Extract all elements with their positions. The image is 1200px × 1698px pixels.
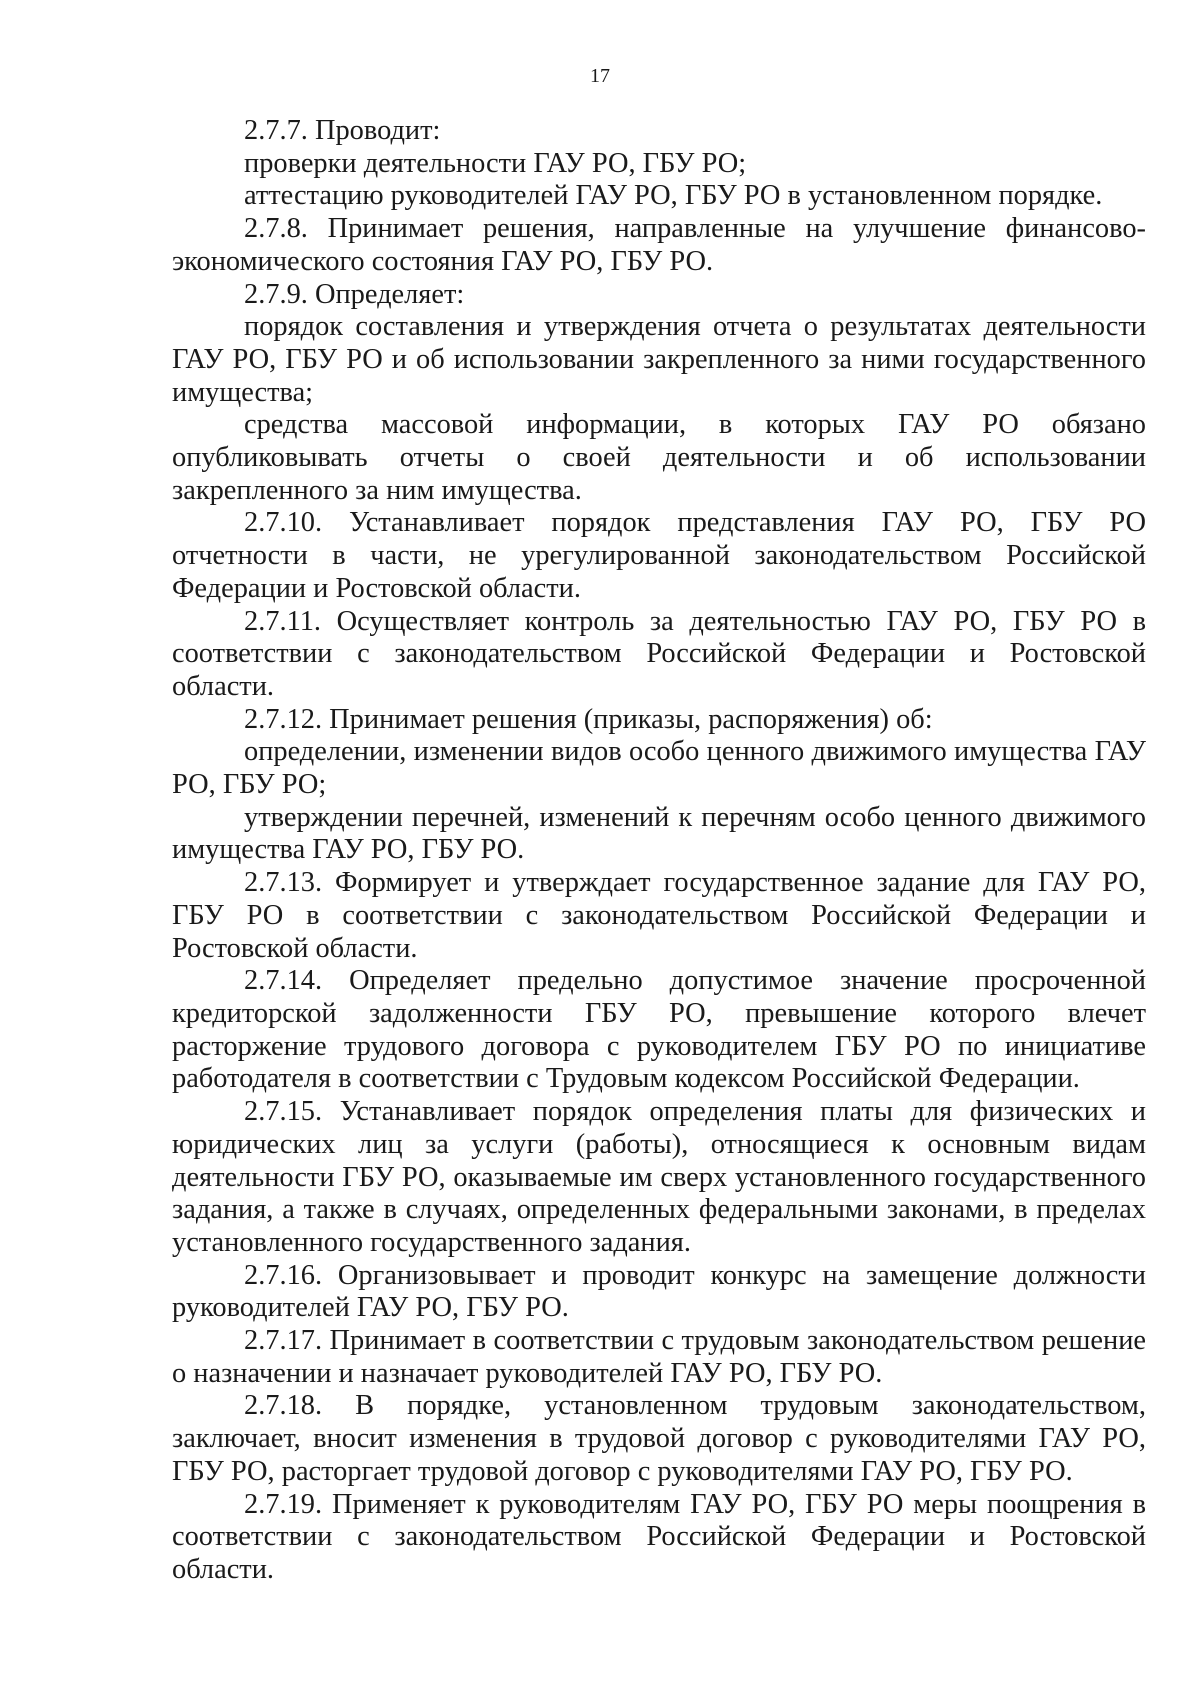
paragraph-2-7-13: 2.7.13. Формирует и утверждает государственное задание для ГАУ РО, ГБУ РО в соответствии с законодательством Российской Федерации и Ростовской области. (172, 867, 1146, 964)
paragraph-2-7-14: 2.7.14. Определяет предельно допустимое значение просроченной кредиторской задолженности ГБУ РО, превышение которого влечет расторжение трудового договора с руководителем ГБУ РО по инициативе работодателя в соответствии с Трудовым кодексом Российской Федерации. (172, 965, 1146, 1095)
document-body (172, 115, 1146, 1587)
paragraph-2-7-16: 2.7.16. Организовывает и проводит конкурс на замещение должности руководителей ГАУ РО, ГБУ РО. (172, 1259, 1146, 1324)
paragraph-2-7-7: 2.7.7. Проводит: (244, 115, 441, 146)
paragraph-2-7-9: 2.7.9. Определяет: (244, 278, 465, 310)
paragraph-2-7-10: 2.7.10. Устанавливает порядок представления ГАУ РО, ГБУ РО отчетности в части, не урегулированной законодательством Российской Федерации и Ростовской области. (172, 507, 1146, 604)
paragraph-attestation: аттестацию руководителей ГАУ РО, ГБУ РО в установленном порядке. (244, 180, 1103, 212)
paragraph-2-7-15: 2.7.15. Устанавливает порядок определения платы для физических и юридических лиц за услуги (работы), относящиеся к основным видам деятельности ГБУ РО, оказываемые им сверх установленного государственного задания, а также в случаях, определенных федеральными законами, в пределах установленного государственного задания. (172, 1096, 1146, 1258)
page-number: 17 (590, 65, 610, 87)
paragraph-2-7-19: 2.7.19. Применяет к руководителям ГАУ РО, ГБУ РО меры поощрения в соответствии с законодательством Российской Федерации и Ростовской области. (172, 1488, 1146, 1585)
paragraph-mass-media: средства массовой информации, в которых ГАУ РО обязано опубликовывать отчеты о своей деятельности и об использовании закрепленного за ним имущества. (172, 409, 1146, 506)
paragraph-2-7-12: 2.7.12. Принимает решения (приказы, распоряжения) об: (244, 703, 933, 735)
paragraph-2-7-18: 2.7.18. В порядке, установленном трудовым законодательством, заключает, вносит изменения в трудовой договор с руководителями ГАУ РО, ГБУ РО, расторгает трудовой договор с руководителями ГАУ РО, ГБУ РО. (172, 1390, 1146, 1487)
paragraph-property-lists: утверждении перечней, изменений к перечням особо ценного движимого имущества ГАУ РО, ГБУ РО. (172, 801, 1146, 866)
paragraph-2-7-11: 2.7.11. Осуществляет контроль за деятельностью ГАУ РО, ГБУ РО в соответствии с законодательством Российской Федерации и Ростовской области. (172, 605, 1146, 702)
paragraph-property-types: определении, изменении видов особо ценного движимого имущества ГАУ РО, ГБУ РО; (172, 736, 1146, 801)
paragraph-2-7-17: 2.7.17. Принимает в соответствии с трудовым законодательством решение о назначении и назначает руководителей ГАУ РО, ГБУ РО. (172, 1325, 1146, 1389)
paragraph-2-7-8: 2.7.8. Принимает решения, направленные на улучшение финансово-экономического состояния ГАУ РО, ГБУ РО. (172, 213, 1146, 277)
paragraph-inspections: проверки деятельности ГАУ РО, ГБУ РО; (244, 147, 747, 179)
paragraph-report-procedure: порядок составления и утверждения отчета о результатах деятельности ГАУ РО, ГБУ РО и об использовании закрепленного за ними государственного имущества; (172, 311, 1146, 408)
